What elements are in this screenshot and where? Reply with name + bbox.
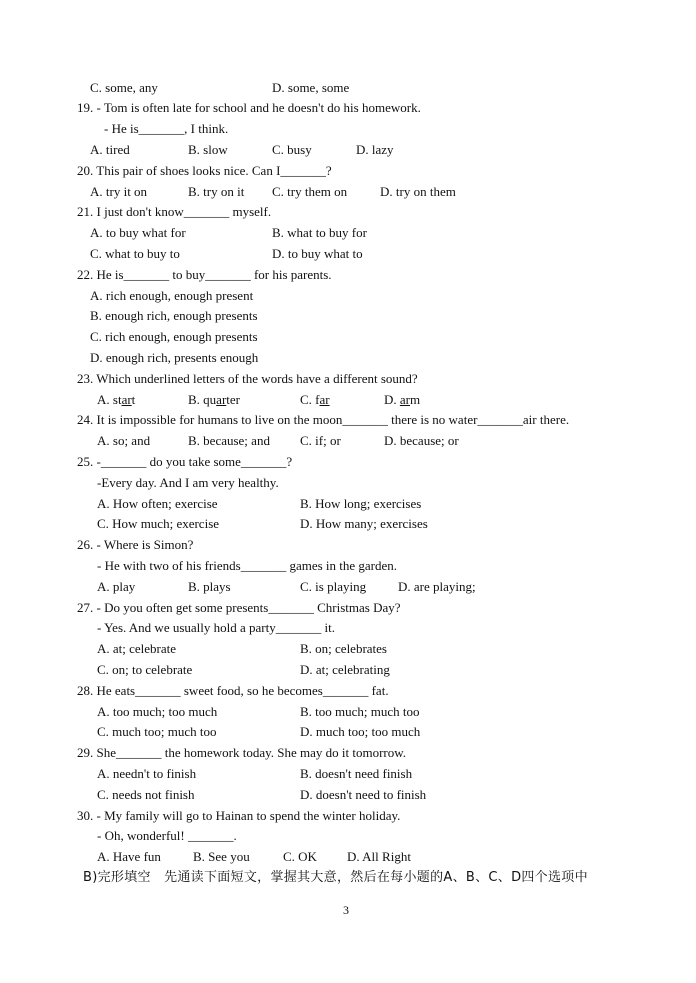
option-c: C. some, any xyxy=(90,80,158,95)
option-c xyxy=(300,392,330,408)
question-23-stem: 23. Which underlined letters of the words have a different sound? xyxy=(77,371,418,386)
underlined-letters: ar xyxy=(399,392,410,407)
option-a: A. play xyxy=(97,579,136,594)
option-c: C. what to buy to xyxy=(90,246,180,261)
option-prefix: D. xyxy=(384,392,400,407)
underlined-letters: ar xyxy=(121,392,132,407)
option-d: D. try on them xyxy=(380,184,456,199)
option-d: D. much too; too much xyxy=(300,724,421,739)
question-30-line2: - Oh, wonderful! _______. xyxy=(97,828,237,843)
option-d xyxy=(384,392,420,408)
option-a: A. needn't to finish xyxy=(97,766,197,781)
option-b: B. on; celebrates xyxy=(300,641,387,656)
option-c: C. rich enough, enough presents xyxy=(90,329,258,344)
option-b: B. enough rich, enough presents xyxy=(90,308,258,323)
option-c: C. much too; much too xyxy=(97,724,217,739)
question-25-stem: 25. -_______ do you take some_______? xyxy=(77,454,293,469)
option-prefix: A. st xyxy=(97,392,122,407)
option-a: A. rich enough, enough present xyxy=(90,288,254,303)
option-c: C. OK xyxy=(283,849,317,864)
question-19-line2: - He is_______, I think. xyxy=(104,121,229,136)
option-b xyxy=(188,392,240,408)
option-b: B. slow xyxy=(188,142,228,157)
option-a: A. too much; too much xyxy=(97,704,218,719)
question-19-stem: 19. - Tom is often late for school and he doesn't do his homework. xyxy=(77,100,421,115)
option-d: D. doesn't need to finish xyxy=(300,787,427,802)
option-a: A. try it on xyxy=(90,184,148,199)
page-number: 3 xyxy=(343,903,349,917)
option-d: D. are playing; xyxy=(398,579,476,594)
option-b: B. what to buy for xyxy=(272,225,367,240)
option-b: B. doesn't need finish xyxy=(300,766,413,781)
question-22-stem: 22. He is_______ to buy_______ for his parents. xyxy=(77,267,332,282)
question-25-line2: -Every day. And I am very healthy. xyxy=(97,475,279,490)
option-a: A. to buy what for xyxy=(90,225,186,240)
option-b: B. How long; exercises xyxy=(300,496,422,511)
question-21-stem: 21. I just don't know_______ myself. xyxy=(77,204,272,219)
option-c: C. is playing xyxy=(300,579,367,594)
question-26-stem: 26. - Where is Simon? xyxy=(77,537,194,552)
underlined-letters: ar xyxy=(319,392,330,407)
option-d: D. All Right xyxy=(347,849,411,864)
option-prefix: C. f xyxy=(300,392,320,407)
option-b: B. See you xyxy=(193,849,250,864)
question-20-stem: 20. This pair of shoes looks nice. Can I_______? xyxy=(77,163,332,178)
option-a: A. at; celebrate xyxy=(97,641,177,656)
option-d: D. to buy what to xyxy=(272,246,363,261)
option-a xyxy=(97,392,135,408)
option-b: B. try on it xyxy=(188,184,245,199)
section-b-heading: B)完形填空 先通读下面短文，掌握其大意，然后在每小题的A、B、C、D四个选项中 xyxy=(83,870,588,885)
option-prefix: B. qu xyxy=(188,392,217,407)
option-a: A. tired xyxy=(90,142,130,157)
option-d: D. enough rich, presents enough xyxy=(90,350,259,365)
question-29-stem: 29. She_______ the homework today. She may do it tomorrow. xyxy=(77,745,407,760)
option-c: C. busy xyxy=(272,142,312,157)
question-27-line2: - Yes. And we usually hold a party_______ it. xyxy=(97,620,335,635)
question-28-stem: 28. He eats_______ sweet food, so he becomes_______ fat. xyxy=(77,683,389,698)
option-a: A. Have fun xyxy=(97,849,161,864)
option-a: A. so; and xyxy=(97,433,151,448)
option-d: D. lazy xyxy=(356,142,394,157)
option-d: D. because; or xyxy=(384,433,459,448)
option-c: C. How much; exercise xyxy=(97,516,220,531)
underlined-letters: ar xyxy=(216,392,227,407)
option-d: D. some, some xyxy=(272,80,350,95)
option-d: D. at; celebrating xyxy=(300,662,390,677)
option-b: B. too much; much too xyxy=(300,704,420,719)
option-suffix: m xyxy=(410,392,421,407)
option-suffix: ter xyxy=(226,392,240,407)
question-27-stem: 27. - Do you often get some presents_______ Christmas Day? xyxy=(77,600,401,615)
option-suffix: t xyxy=(131,392,136,407)
option-a: A. How often; exercise xyxy=(97,496,218,511)
option-c: C. needs not finish xyxy=(97,787,195,802)
option-c: C. if; or xyxy=(300,433,341,448)
option-d: D. How many; exercises xyxy=(300,516,428,531)
option-b: B. plays xyxy=(188,579,231,594)
option-b: B. because; and xyxy=(188,433,270,448)
option-c: C. on; to celebrate xyxy=(97,662,193,677)
question-26-line2: - He with two of his friends_______ games in the garden. xyxy=(97,558,398,573)
question-30-stem: 30. - My family will go to Hainan to spend the winter holiday. xyxy=(77,808,401,823)
option-c: C. try them on xyxy=(272,184,348,199)
question-24-stem: 24. It is impossible for humans to live on the moon_______ there is no water_______air there. xyxy=(77,412,570,427)
